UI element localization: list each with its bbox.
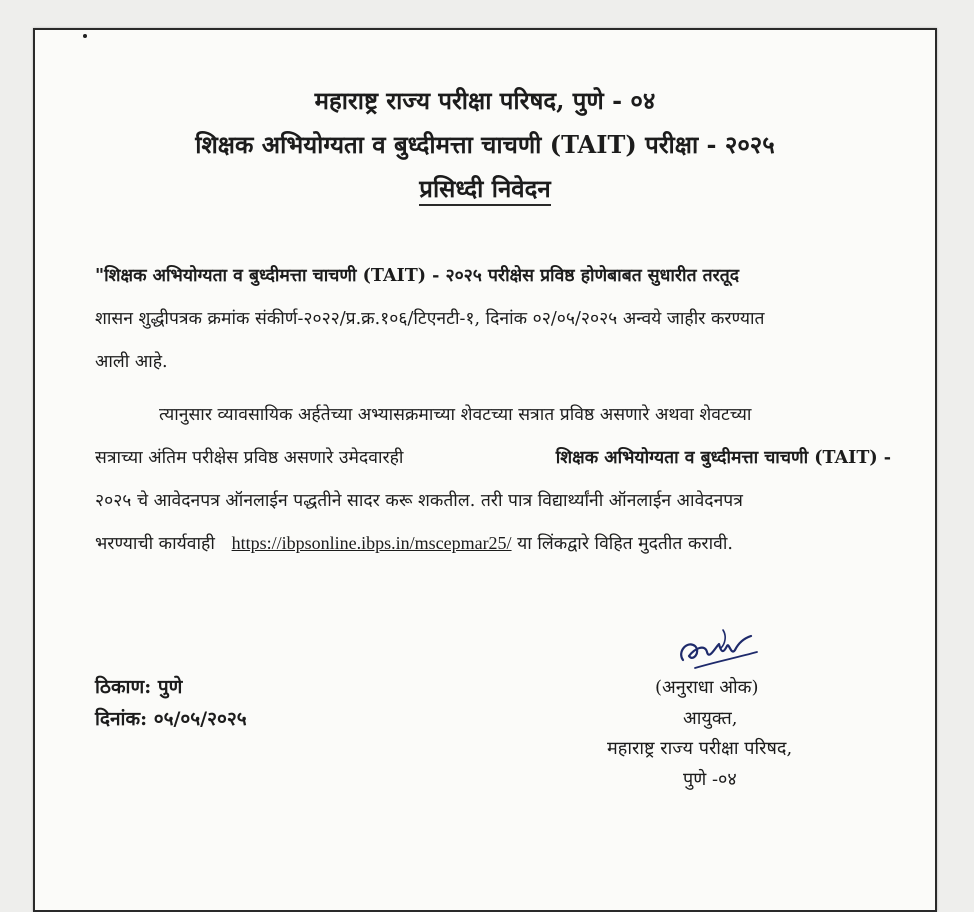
exam-title: शिक्षक अभियोग्यता व बुध्दीमत्ता चाचणी (TAIT) परीक्षा - २०२५ [195,130,775,159]
notice-title-text: प्रसिध्दी निवेदन [419,174,550,206]
para2-line4 [95,531,891,555]
notice-title [35,172,935,205]
para2-line2-text: सत्राच्या अंतिम परीक्षेस प्रविष्ठ असणारे उमेदवारही [95,448,404,468]
para1-line3: आली आहे. [95,352,168,372]
organization-title: महाराष्ट्र राज्य परीक्षा परिषद, पुणे - ०४ [314,86,656,115]
signatory-office: महाराष्ट्र राज्य परीक्षा परिषद, [607,738,793,759]
place-label: ठिकाण: पुणे [95,676,183,698]
para2-line4-text: भरण्याची कार्यवाही [95,534,215,554]
para1-line1: "शिक्षक अभियोग्यता व बुध्दीमत्ता चाचणी (TAIT) - २०२५ परीक्षेस प्रविष्ठ होणेबाबत सुधारीत तरतूद [95,266,740,286]
para2-line2-exam-name: शिक्षक अभियोग्यता व बुध्दीमत्ता चाचणी (TAIT) - [555,448,891,468]
application-link[interactable]: https://ibpsonline.ibps.in/mscepmar25/ [231,533,512,553]
para2-line4-tail: या लिंकद्वारे विहित मुदतीत करावी. [517,534,733,554]
signature-image [665,622,765,682]
signatory-name: (अनुराधा ओक) [655,677,759,698]
para2-line3: २०२५ चे आवेदनपत्र ऑनलाईन पद्धतीने सादर करू शकतील. तरी पात्र विद्यार्थ्यांनी ऑनलाईन आवेदनपत्र [95,491,743,511]
ink-dot [83,34,87,38]
para2-line2 [95,445,891,469]
para1-line2: शासन शुद्धीपत्रक क्रमांक संकीर्ण-२०२२/प्र.क्र.१०६/टिएनटी-१, दिनांक ०२/०५/२०२५ अन्वये जाहीर करण्यात [95,309,765,329]
signatory-designation: आयुक्त, [683,708,738,729]
para2-line1: त्यानुसार व्यावसायिक अर्हतेच्या अभ्यासक्रमाच्या शेवटच्या सत्रात प्रविष्ठ असणारे अथवा शेवटच्या [159,405,752,425]
notice-document [33,28,937,912]
date-label: दिनांक: ०५/०५/२०२५ [95,708,247,730]
signatory-city: पुणे -०४ [683,769,737,790]
